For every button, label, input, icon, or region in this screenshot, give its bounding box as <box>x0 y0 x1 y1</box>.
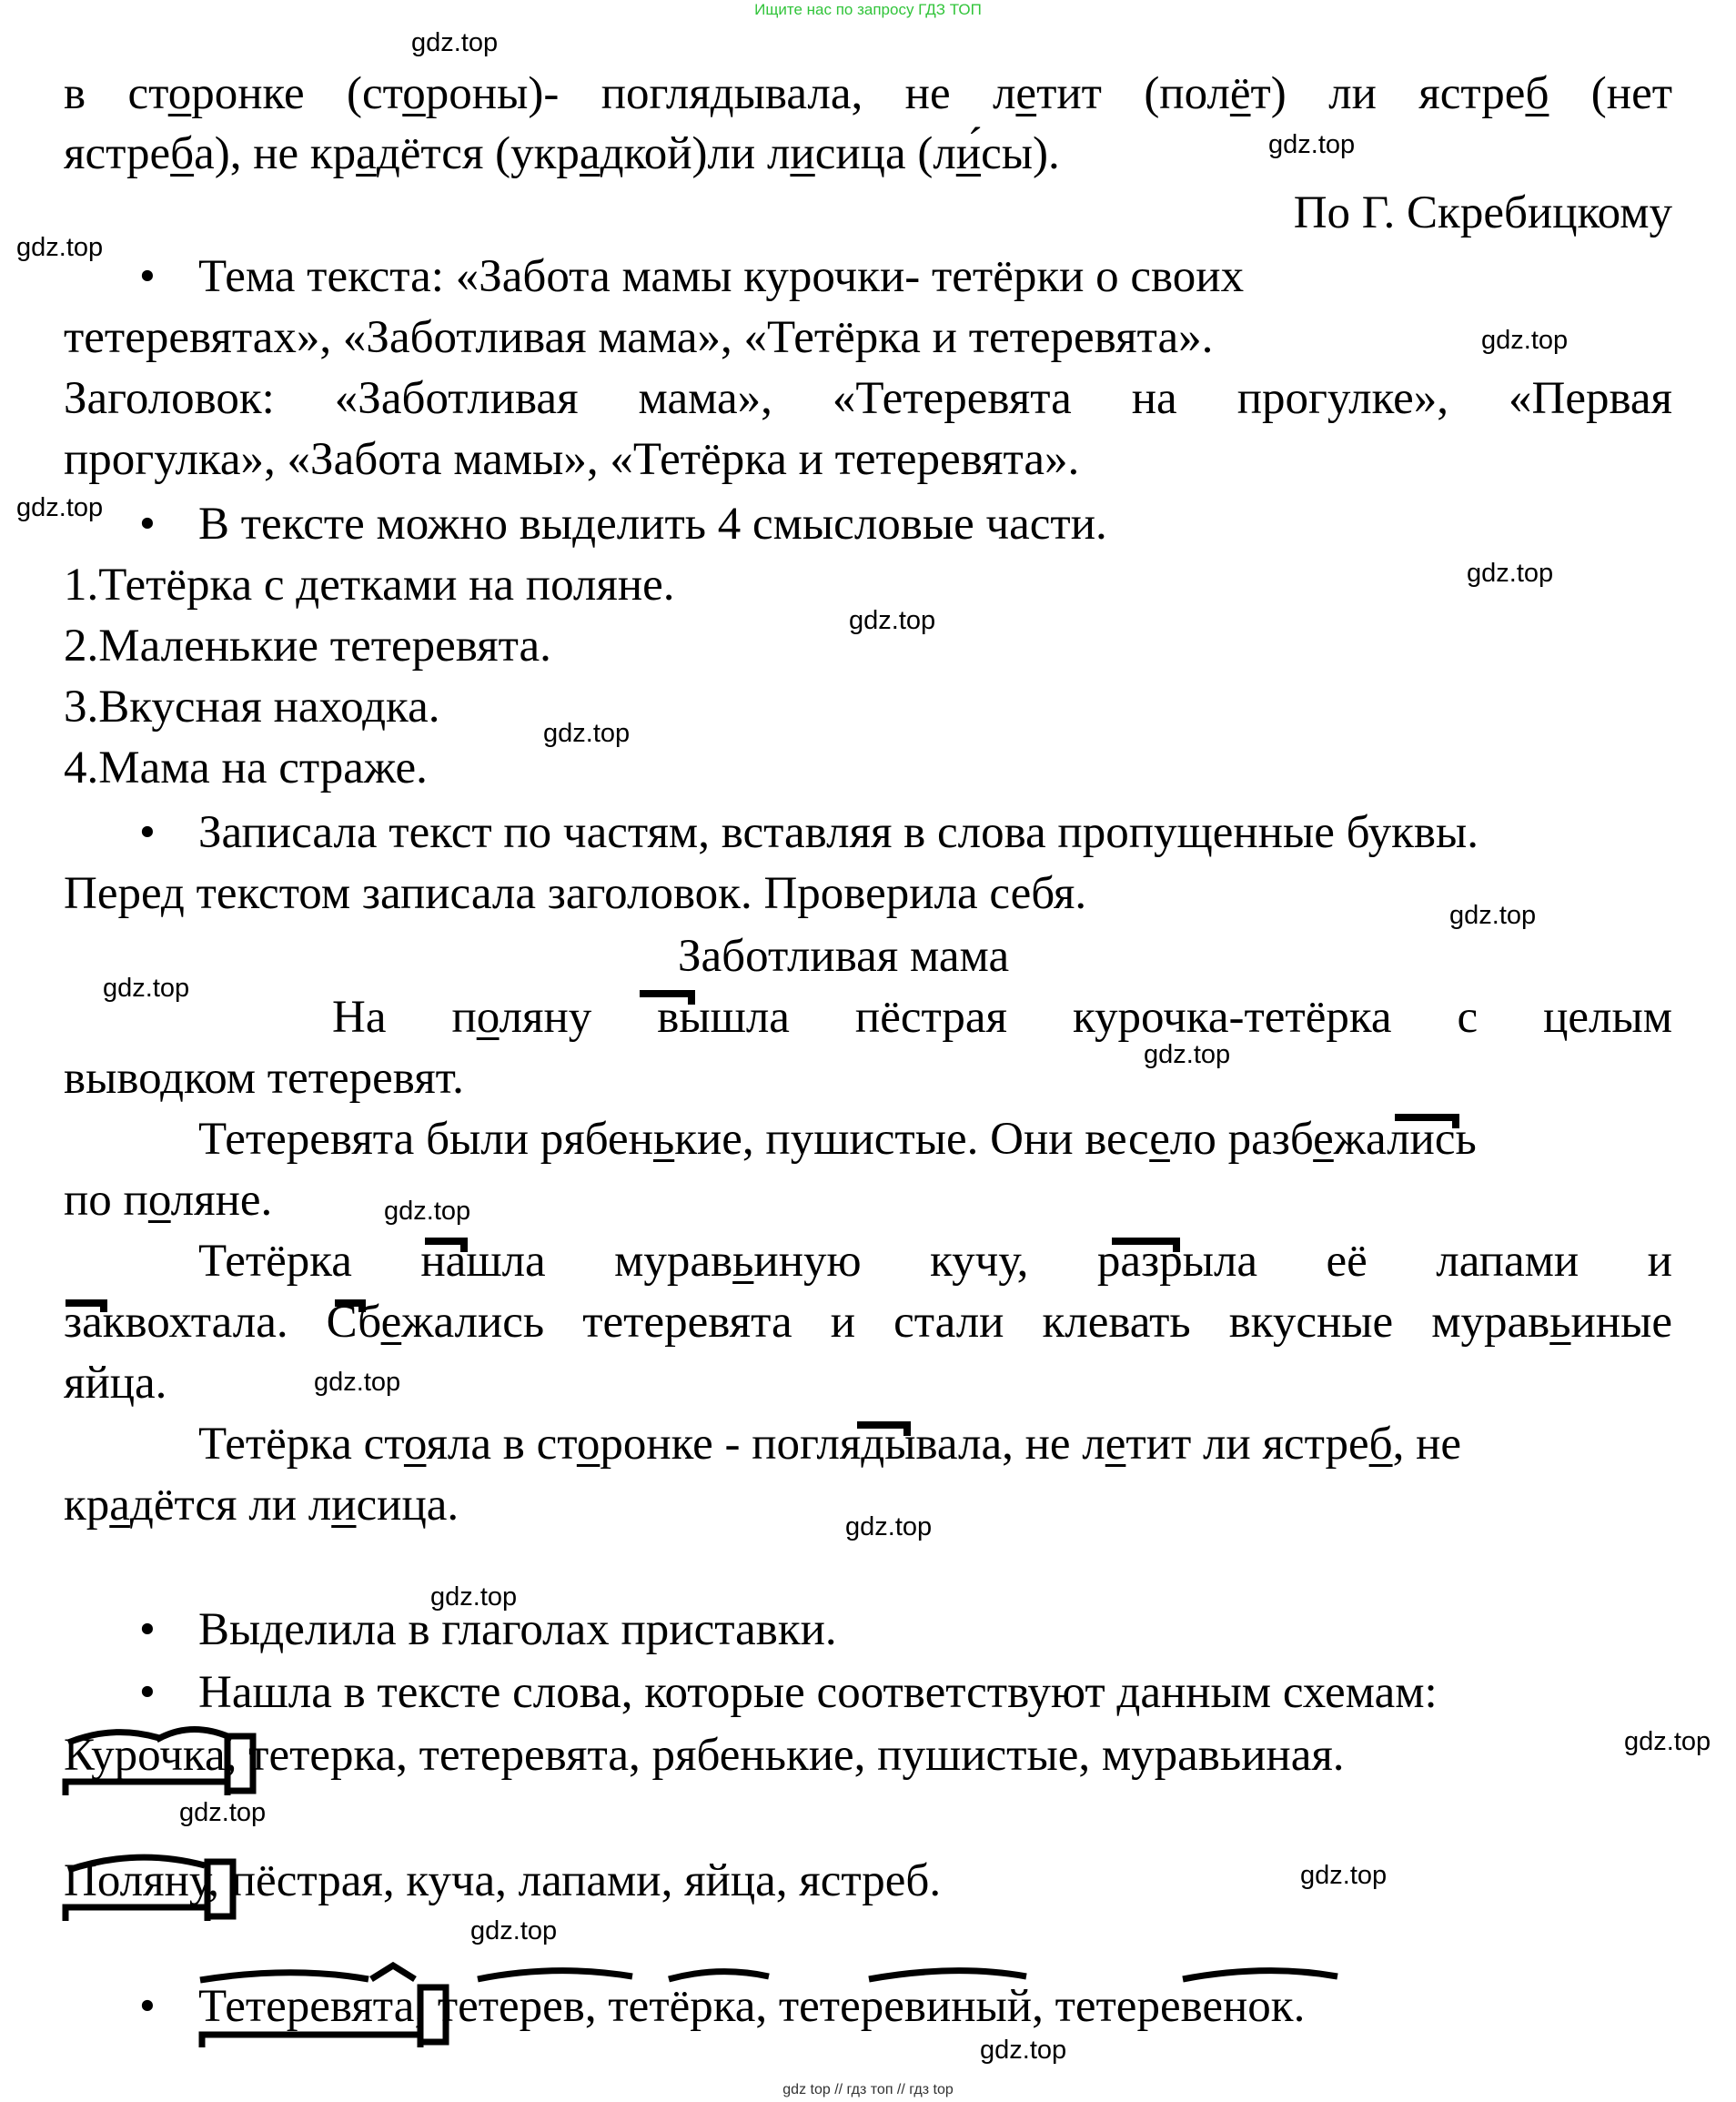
intro-line-2: ястреба), не крадётся (украдкой)ли лисица (ли́сы). <box>64 128 1060 179</box>
story-p3-line-3: яйца. <box>64 1358 167 1409</box>
watermark: gdz.top <box>543 719 631 748</box>
watermark: gdz.top <box>1624 1727 1711 1756</box>
watermark: gdz.top <box>1144 1040 1231 1069</box>
written-line-1: • Записала текст по частям, вставляя в слова пропущенные буквы. <box>198 804 1479 861</box>
scheme-row-1: Курочка, тетерка, тетеревята, рябенькие, пушистые, муравьиная. <box>64 1730 1345 1781</box>
watermark: gdz.top <box>430 1582 518 1612</box>
watermark: gdz.top <box>845 1512 933 1541</box>
story-p3-line-2: заквохтала. Сбежались тетеревята и стали клевать вкусные муравьиные <box>64 1297 1673 1348</box>
title-options-line-2: прогулка», «Забота мамы», «Тетёрка и тетеревята». <box>64 434 1080 485</box>
watermark: gdz.top <box>314 1368 401 1397</box>
story-title: Заботливая мама <box>678 931 1010 982</box>
watermark: gdz.top <box>1481 326 1569 355</box>
scheme-ending: у <box>188 1855 208 1906</box>
scheme-row-3: • Тетеревята, тетерев, тетёрка, тетеревиный, тетеревенок. <box>198 1978 1305 2035</box>
story-p3-line-1: Тетёрка нашла муравьиную кучу, разрыла её лапами и <box>198 1236 1672 1287</box>
intro-author: По Г. Скребицкому <box>1293 187 1672 238</box>
bottom-banner: gdz top // гдз топ // гдз top <box>782 2082 954 2097</box>
part-item: 2.Маленькие тетеревята. <box>64 621 551 672</box>
story-p2-line-1: Тетеревята были рябенькие, пушистые. Они весело разбежались <box>198 1114 1477 1165</box>
scheme-word: Курочк <box>64 1730 206 1781</box>
watermark: gdz.top <box>411 28 499 57</box>
theme-line-2: тетеревятах», «Заботливая мама», «Тетёрка и тетеревята». <box>64 312 1214 363</box>
title-options-line-1: Заголовок: «Заботливая мама», «Тетеревята на прогулке», «Первая <box>64 373 1672 424</box>
top-banner: Ищите нас по запросу ГДЗ ТОП <box>754 1 982 18</box>
story-p1-line-2: выводком тетеревят. <box>64 1053 464 1104</box>
watermark: gdz.top <box>980 2036 1067 2065</box>
scheme-row-2: Поляну, пёстрая, куча, лапами, яйца, ястреб. <box>64 1855 942 1906</box>
watermark: gdz.top <box>103 974 190 1003</box>
story-p2-line-2: по поляне. <box>64 1175 273 1226</box>
watermark: gdz.top <box>179 1798 267 1827</box>
watermark: gdz.top <box>16 233 104 262</box>
parts-intro: • В тексте можно выделить 4 смысловые части. <box>198 496 1107 552</box>
story-p4-line-2: крадётся ли лисица. <box>64 1480 459 1531</box>
watermark: gdz.top <box>1449 901 1537 930</box>
watermark: gdz.top <box>1300 1861 1388 1890</box>
watermark: gdz.top <box>1268 130 1356 159</box>
written-line-2: Перед текстом записала заголовок. Проверила себя. <box>64 868 1087 919</box>
watermark: gdz.top <box>384 1197 471 1226</box>
scheme-word: Тетеревят <box>198 1981 394 2032</box>
watermark: gdz.top <box>849 606 936 635</box>
story-p4-line-1: Тетёрка стояла в сторонке - поглядывала, не летит ли ястреб, не <box>198 1419 1462 1470</box>
scheme-word: Полян <box>64 1855 189 1906</box>
scheme-ending: а <box>393 1981 415 2032</box>
part-item: 1.Тетёрка с детками на поляне. <box>64 560 675 611</box>
task-prefixes: • Выделила в глаголах приставки. <box>198 1602 837 1658</box>
story-p1-line-1: На поляну вышла пёстрая курочка-тетёрка с целым <box>332 992 1672 1043</box>
task-schemes: • Нашла в тексте слова, которые соответствуют данным схемам: <box>198 1664 1438 1721</box>
part-item: 4.Мама на страже. <box>64 743 428 793</box>
watermark: gdz.top <box>1467 559 1554 588</box>
part-item: 3.Вкусная находка. <box>64 682 440 733</box>
theme-line-1: • Тема текста: «Забота мамы курочки- тетёрки о своих <box>198 248 1244 305</box>
watermark: gdz.top <box>16 493 104 522</box>
intro-line-1: в сторонке (стороны)- поглядывала, не летит (полёт) ли ястреб (нет <box>64 68 1672 119</box>
watermark: gdz.top <box>470 1916 558 1945</box>
scheme-ending: а <box>205 1730 226 1781</box>
